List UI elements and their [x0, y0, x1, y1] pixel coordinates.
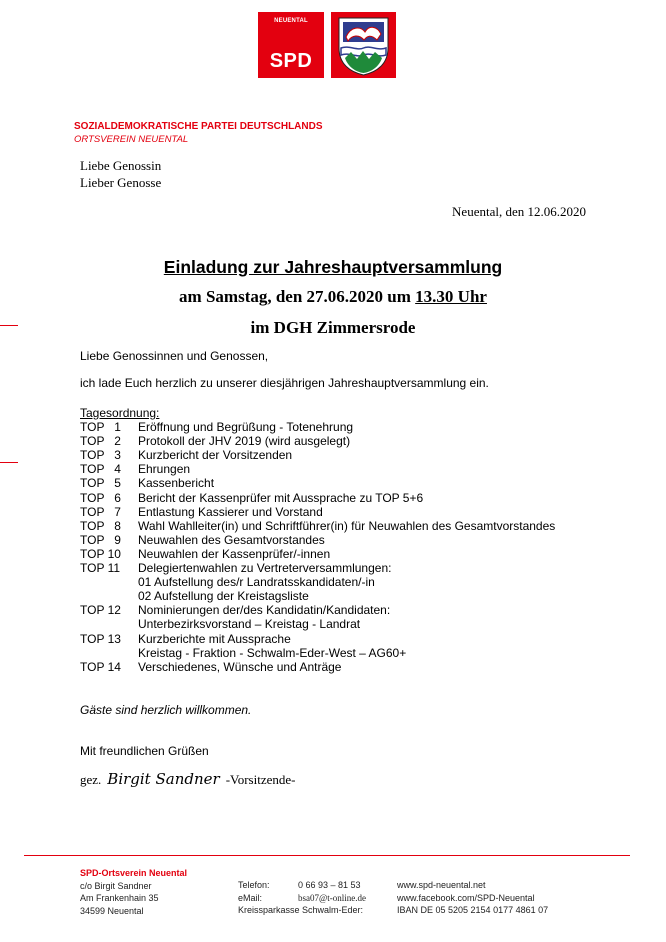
footer-org-name: SPD-Ortsverein Neuental [80, 868, 188, 878]
signature-role: -Vorsitzende- [225, 772, 296, 787]
agenda-item-text: Ehrungen [138, 462, 191, 477]
org-name: SOZIALDEMOKRATISCHE PARTEI DEUTSCHLANDS [74, 121, 323, 132]
agenda-item-number: TOP 14 [80, 659, 121, 674]
spd-logo-top-text: NEUENTAL [274, 18, 308, 24]
agenda-item [80, 547, 600, 561]
agenda-item [80, 632, 600, 646]
footer-facebook-link[interactable]: www.facebook.com/SPD-Neuental [397, 892, 535, 903]
agenda-item-number: TOP 11 [80, 561, 121, 576]
footer-contact [238, 879, 388, 917]
agenda-subitem [80, 646, 600, 660]
guests-welcome: Gäste sind herzlich willkommen. [80, 703, 252, 717]
agenda-item-text: 01 Aufstellung des/r Landratsskandidaten/-in [138, 575, 375, 590]
footer-contact-person: c/o Birgit Sandner [80, 880, 152, 891]
spd-logo-text: SPD [269, 50, 313, 72]
agenda [80, 406, 600, 674]
agenda-item [80, 491, 600, 505]
agenda-item [80, 462, 600, 476]
org-subtitle: ORTSVEREIN NEUENTAL [74, 134, 189, 145]
agenda-item-text: Neuwahlen des Gesamtvorstandes [138, 532, 325, 547]
agenda-item-text: Bericht der Kassenprüfer mit Aussprache zu TOP 5+6 [138, 490, 424, 505]
agenda-item-number: TOP 12 [80, 603, 121, 618]
agenda-item [80, 660, 600, 674]
agenda-item-number: TOP 3 [80, 448, 121, 463]
agenda-subitem [80, 589, 600, 603]
agenda-item [80, 420, 600, 434]
fold-mark [0, 325, 18, 326]
agenda-item-text: Protokoll der JHV 2019 (wird ausgelegt) [138, 434, 351, 449]
agenda-item-number: TOP 1 [80, 420, 121, 435]
signature-name: Birgit Sandner [107, 770, 220, 788]
footer-divider [24, 855, 630, 856]
agenda-item-number [80, 575, 138, 589]
footer-bank-label: Kreissparkasse Schwalm-Eder: [238, 905, 364, 915]
agenda-item [80, 476, 600, 490]
agenda-item-number [80, 617, 138, 631]
footer-email[interactable]: bsa07@t-online.de [298, 892, 367, 903]
agenda-item-number: TOP 4 [80, 462, 121, 477]
agenda-item-text: Wahl Wahlleiter(in) und Schriftführer(in) für Neuwahlen des Gesamtvorstandes [138, 518, 556, 533]
closing-greeting: Mit freundlichen Grüßen [80, 744, 209, 758]
footer-email-label: eMail: [238, 892, 263, 903]
footer-iban: IBAN DE 05 5205 2154 0177 4861 07 [397, 905, 549, 915]
agenda-item-number: TOP 2 [80, 434, 121, 449]
agenda-item [80, 448, 600, 462]
agenda-item-number: TOP 8 [80, 518, 121, 533]
agenda-item-text: Unterbezirksvorstand – Kreistag - Landrat [138, 617, 361, 632]
meeting-date: am Samstag, den 27.06.2020 um [179, 287, 416, 306]
agenda-item-number: TOP 6 [80, 490, 121, 505]
agenda-item-text: 02 Aufstellung der Kreistagsliste [138, 589, 309, 604]
spd-logo [258, 12, 324, 78]
agenda-item-text: Kassenbericht [138, 476, 215, 491]
agenda-item [80, 561, 600, 575]
agenda-item-number: TOP 5 [80, 476, 121, 491]
agenda-item-text: Kurzbericht der Vorsitzenden [138, 448, 293, 463]
agenda-item [80, 603, 600, 617]
agenda-item-text: Delegiertenwahlen zu Vertreterversammlungen: [138, 561, 392, 576]
agenda-item-number: TOP 10 [80, 546, 121, 561]
agenda-item-text: Kurzberichte mit Aussprache [138, 631, 291, 646]
agenda-item-number [80, 646, 138, 660]
agenda-heading: Tagesordnung: [80, 406, 160, 420]
signature-prefix: gez. [80, 772, 102, 787]
agenda-item-text: Verschiedenes, Wünsche und Anträge [138, 659, 342, 674]
footer-website-link[interactable]: www.spd-neuental.net [397, 880, 486, 890]
footer-phone-label: Telefon: [238, 880, 270, 890]
intro-greeting: Liebe Genossinnen und Genossen, [80, 349, 269, 363]
agenda-subitem [80, 617, 600, 631]
agenda-item-text: Nominierungen der/des Kandidatin/Kandidaten: [138, 603, 391, 618]
letter-date: Neuental, den 12.06.2020 [452, 204, 586, 219]
coat-of-arms-icon [331, 12, 396, 78]
meeting-time: 13.30 Uhr [415, 287, 487, 306]
footer-address [80, 867, 187, 917]
footer-phone: 0 66 93 – 81 53 [298, 880, 361, 890]
agenda-item-text: Entlastung Kassierer und Vorstand [138, 504, 323, 519]
agenda-item [80, 519, 600, 533]
agenda-item-number: TOP 9 [80, 532, 121, 547]
agenda-item [80, 505, 600, 519]
agenda-item [80, 434, 600, 448]
agenda-item-text: Neuwahlen der Kassenprüfer/-innen [138, 546, 331, 561]
agenda-item [80, 533, 600, 547]
footer-web [397, 879, 548, 917]
fold-mark [0, 462, 18, 463]
meeting-date-line [0, 287, 666, 307]
agenda-item-text: Kreistag - Fraktion - Schwalm-Eder-West – AG60+ [138, 645, 407, 660]
agenda-subitem [80, 575, 600, 589]
agenda-item-number [80, 589, 138, 603]
agenda-item-number: TOP 7 [80, 504, 121, 519]
agenda-item-number: TOP 13 [80, 631, 121, 646]
salutation-line-2: Lieber Genosse [80, 175, 162, 190]
invitation-title: Einladung zur Jahreshauptversammlung [163, 257, 503, 277]
meeting-location: im DGH Zimmersrode [250, 318, 416, 337]
agenda-item-text: Eröffnung und Begrüßung - Totenehrung [138, 420, 354, 435]
footer-city: 34599 Neuental [80, 905, 144, 916]
signature-line [80, 770, 295, 788]
footer-street: Am Frankenhain 35 [80, 893, 159, 903]
salutation-line-1: Liebe Genossin [80, 158, 162, 173]
intro-text: ich lade Euch herzlich zu unserer diesjährigen Jahreshauptversammlung ein. [80, 376, 489, 390]
